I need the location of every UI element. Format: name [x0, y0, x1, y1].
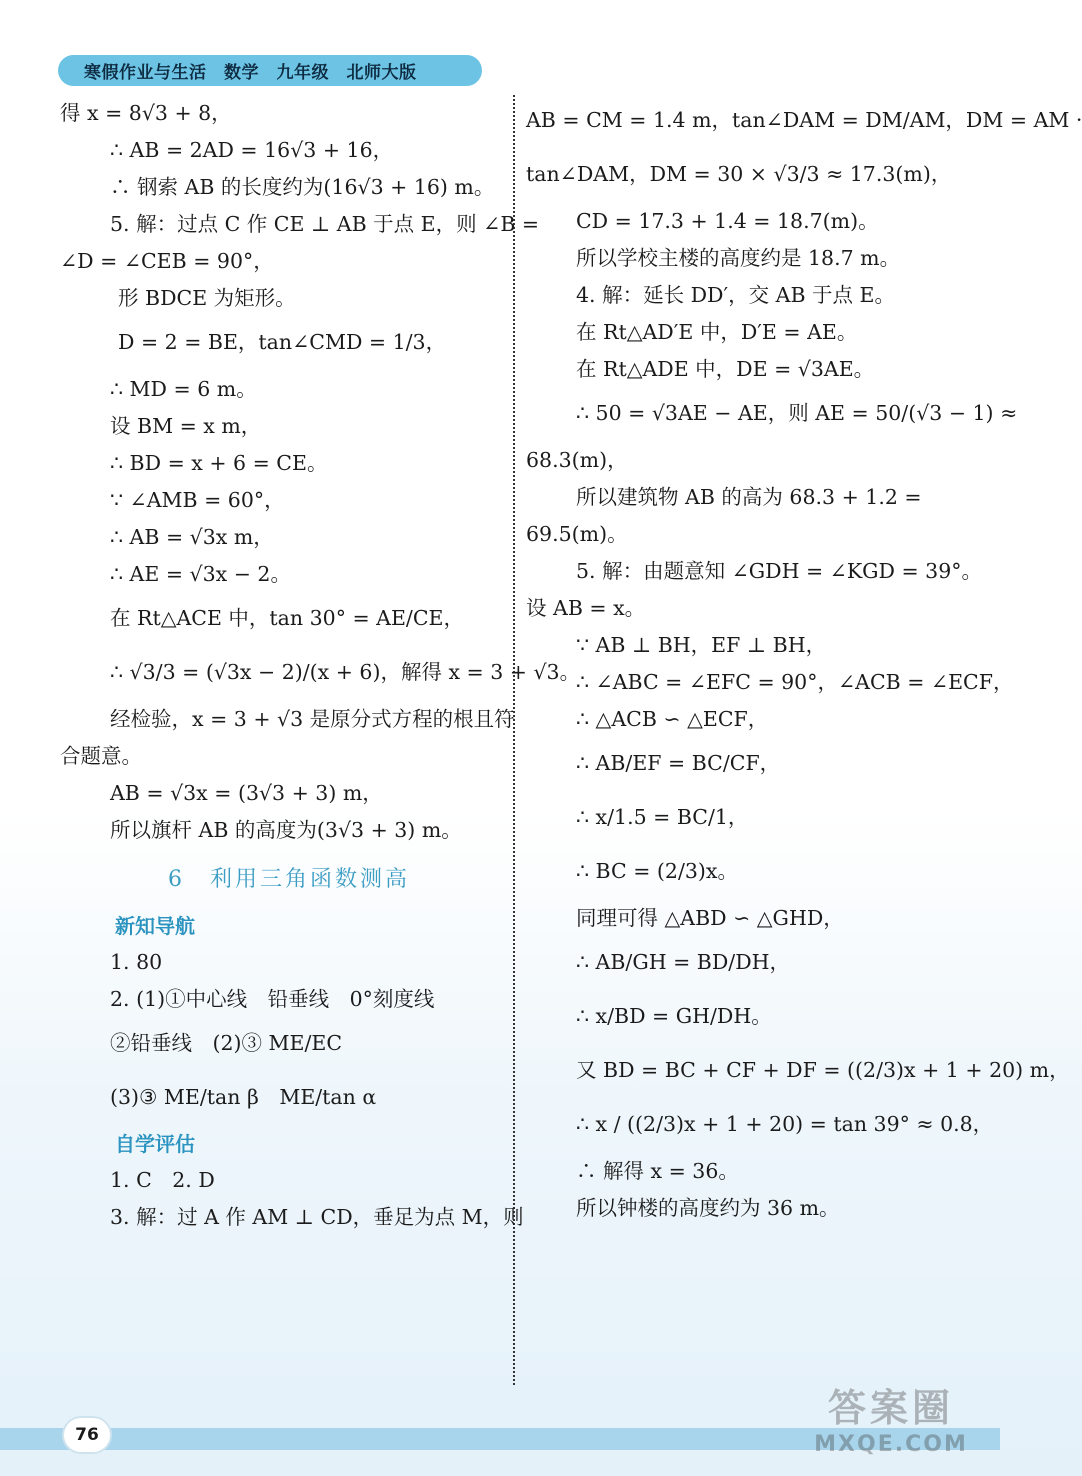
self-eval-answers: [60, 1165, 524, 1232]
text-line: (3)③ ME/tan β ME/tan α: [110, 1085, 377, 1109]
watermark: [796, 1386, 986, 1468]
text-line: 所以旗杆 AB 的高度为(3√3 + 3) m。: [110, 818, 462, 842]
text-line: 在 Rt△AD′E 中，D′E = AE。: [576, 320, 858, 344]
header-title: 寒假作业与生活 数学 九年级 北师大版: [84, 63, 417, 83]
text-line: 同理可得 △ABD ∽ △GHD，: [576, 906, 844, 930]
text-line: 69.5(m)。: [526, 522, 628, 546]
text-line: ∴ x/1.5 = BC/1，: [576, 805, 749, 829]
text-line: ∴ BC = (2/3)x。: [576, 859, 738, 883]
text-line: ∴ AB/EF = BC/CF，: [576, 751, 781, 775]
text-line: 2. (1)①中心线 铅垂线 0°刻度线: [110, 987, 435, 1011]
text-line: ∴ AE = √3x − 2。: [110, 562, 291, 586]
new-knowledge-heading: 新知导航: [115, 914, 195, 938]
text-line: 所以学校主楼的高度约是 18.7 m。: [576, 246, 901, 270]
text-line: AB = CM = 1.4 m，tan∠DAM = DM/AM，DM = AM ·: [526, 108, 1082, 132]
text-line: ②铅垂线 (2)③ ME/EC: [110, 1031, 343, 1055]
text-line: ∴ 钢索 AB 的长度约为(16√3 + 16) m。: [110, 175, 495, 199]
text-line: 在 Rt△ADE 中，DE = √3AE。: [576, 357, 875, 381]
text-line: ∵ ∠AMB = 60°，: [110, 488, 285, 512]
text-line: 设 AB = x。: [526, 596, 646, 620]
text-line: 5. 解：过点 C 作 CE ⊥ AB 于点 E，则 ∠B =: [110, 212, 540, 236]
column-divider: [513, 95, 515, 1385]
text-line: 经检验，x = 3 + √3 是原分式方程的根且符: [110, 707, 515, 731]
text-line: 形 BDCE 为矩形。: [118, 286, 296, 310]
text-line: ∴ 解得 x = 36。: [576, 1159, 739, 1183]
text-line: ∴ △ACB ∽ △ECF，: [576, 707, 769, 731]
right-column: [526, 98, 1082, 1230]
text-line: AB = √3x = (3√3 + 3) m，: [110, 781, 383, 805]
text-line: 所以钟楼的高度约为 36 m。: [576, 1196, 840, 1220]
text-line: ∵ AB ⊥ BH，EF ⊥ BH，: [576, 633, 827, 657]
text-line: tan∠DAM，DM = 30 × √3/3 ≈ 17.3(m)，: [526, 162, 952, 186]
section-title: 6 利用三角函数测高: [168, 867, 410, 892]
right-solution-lines: [526, 98, 1082, 1223]
self-eval-heading: 自学评估: [115, 1132, 195, 1156]
watermark-logo-text: 答案圈: [827, 1386, 954, 1430]
text-line: ∴ √3/3 = (√3x − 2)/(x + 6)，解得 x = 3 + √3。: [110, 660, 581, 684]
text-line: CD = 17.3 + 1.4 = 18.7(m)。: [576, 209, 879, 233]
page-number: 76: [64, 1418, 110, 1452]
text-line: 设 BM = x m，: [110, 414, 262, 438]
text-line: ∴ x / ((2/3)x + 1 + 20) = tan 39° ≈ 0.8，: [576, 1112, 994, 1136]
text-line: 得 x = 8√3 + 8，: [60, 101, 232, 125]
text-line: 1. 80: [110, 950, 163, 974]
text-line: 3. 解：过 A 作 AM ⊥ CD，垂足为点 M，则: [110, 1205, 524, 1229]
text-line: ∴ AB = √3x m，: [110, 525, 274, 549]
text-line: ∴ ∠ABC = ∠EFC = 90°，∠ACB = ∠ECF，: [576, 670, 1014, 694]
text-line: 5. 解：由题意知 ∠GDH = ∠KGD = 39°。: [576, 559, 983, 583]
text-line: 68.3(m)，: [526, 448, 628, 472]
header-band: [58, 55, 482, 86]
text-line: ∴ x/BD = GH/DH。: [576, 1004, 772, 1028]
text-line: 合题意。: [60, 744, 142, 768]
text-line: ∴ AB = 2AD = 16√3 + 16，: [110, 138, 394, 162]
text-line: ∴ MD = 6 m。: [110, 377, 257, 401]
new-knowledge-answers: [60, 947, 508, 1119]
text-line: ∴ BD = x + 6 = CE。: [110, 451, 328, 475]
text-line: 1. C 2. D: [110, 1168, 215, 1192]
text-line: 所以建筑物 AB 的高为 68.3 + 1.2 =: [576, 485, 922, 509]
watermark-url: MXQE.COM: [814, 1432, 968, 1457]
text-line: 在 Rt△ACE 中，tan 30° = AE/CE，: [110, 606, 464, 630]
text-line: 又 BD = BC + CF + DF = ((2/3)x + 1 + 20) m，: [576, 1058, 1070, 1082]
text-line: 4. 解：延长 DD′，交 AB 于点 E。: [576, 283, 896, 307]
text-line: ∠D = ∠CEB = 90°，: [60, 249, 274, 273]
text-line: ∴ 50 = √3AE − AE，则 AE = 50/(√3 − 1) ≈: [576, 401, 1018, 425]
text-line: D = 2 = BE，tan∠CMD = 1/3，: [118, 330, 447, 354]
text-line: ∴ AB/GH = BD/DH，: [576, 950, 791, 974]
